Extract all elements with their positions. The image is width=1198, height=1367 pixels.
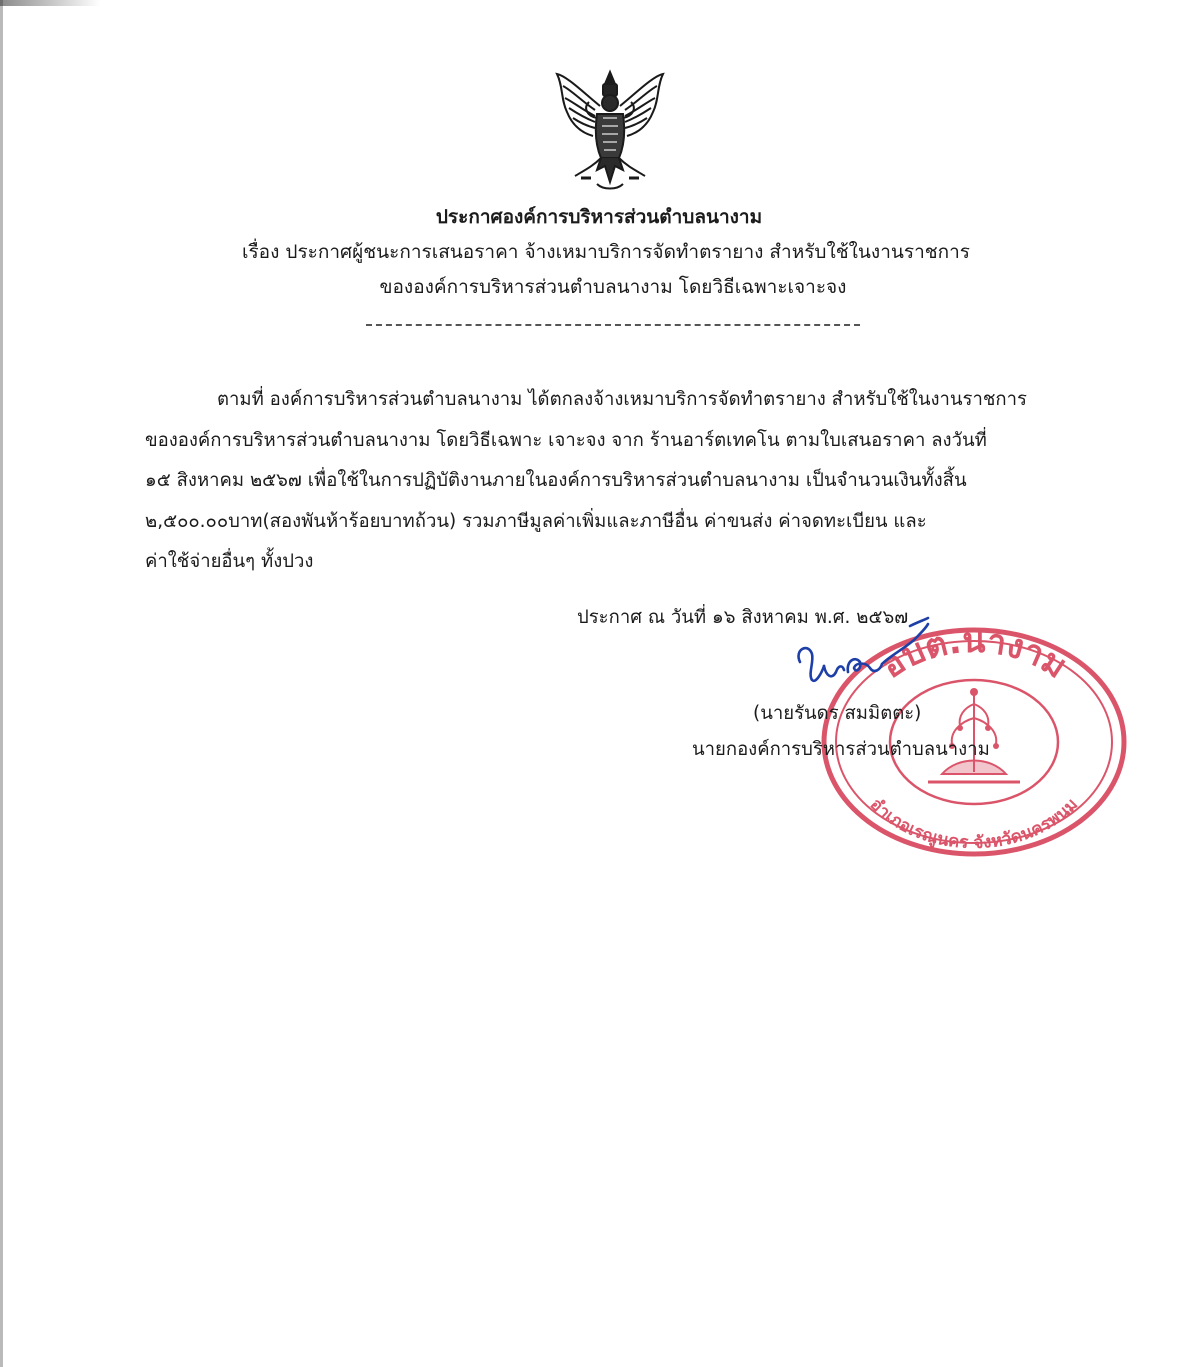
stamp-bottom-text: อำเภอเรณูนคร จังหวัดนครพนม	[865, 794, 1083, 854]
document-header	[0, 198, 1198, 302]
document-title: ประกาศองค์การบริหารส่วนตำบลนางาม	[435, 206, 763, 228]
header-divider	[366, 324, 860, 326]
scan-corner-mark	[0, 0, 100, 6]
garuda-emblem-icon	[545, 66, 675, 196]
announcement-date: ประกาศ ณ วันที่ ๑๖ สิงหาคม พ.ศ. ๒๕๖๗	[577, 607, 909, 628]
body-line-5: ค่าใช้จ่ายอื่นๆ ทั้งปวง	[145, 551, 314, 572]
body-line-1: ตามที่ องค์การบริหารส่วนตำบลนางาม ได้ตกลงจ้างเหมาบริการจัดทำตรายาง สำหรับใช้ในงานราชการ	[217, 389, 1027, 410]
body-line-3: ๑๕ สิงหาคม ๒๕๖๗ เพื่อใช้ในการปฏิบัติงานภายในองค์การบริหารส่วนตำบลนางาม เป็นจำนวนเงินทั้งสิ้น	[145, 470, 967, 491]
body-line-2: ขององค์การบริหารส่วนตำบลนางาม โดยวิธีเฉพาะ เจาะจง จาก ร้านอาร์ตเทคโน ตามใบเสนอราคา ลงวันที่	[145, 429, 987, 451]
document-subject-line-1: เรื่อง ประกาศผู้ชนะการเสนอราคา จ้างเหมาบริการจัดทำตรายาง สำหรับใช้ในงานราชการ	[241, 241, 971, 263]
handwritten-signature	[790, 610, 930, 700]
document-subject-line-2: ขององค์การบริหารส่วนตำบลนางาม โดยวิธีเฉพาะเจาะจง	[379, 276, 847, 298]
document-body	[145, 380, 1075, 583]
signer-position: นายกองค์การบริหารส่วนตำบลนางาม	[692, 739, 990, 760]
signer-name: (นายรันดร สมมิตตะ)	[753, 703, 922, 724]
stamp-top-text: อบต.นางาม	[873, 624, 1075, 687]
body-line-4: ๒,๕๐๐.๐๐บาท(สองพันห้าร้อยบาทถ้วน) รวมภาษีมูลค่าเพิ่มและภาษีอื่น ค่าขนส่ง ค่าจดทะเบียน และ	[145, 510, 927, 532]
